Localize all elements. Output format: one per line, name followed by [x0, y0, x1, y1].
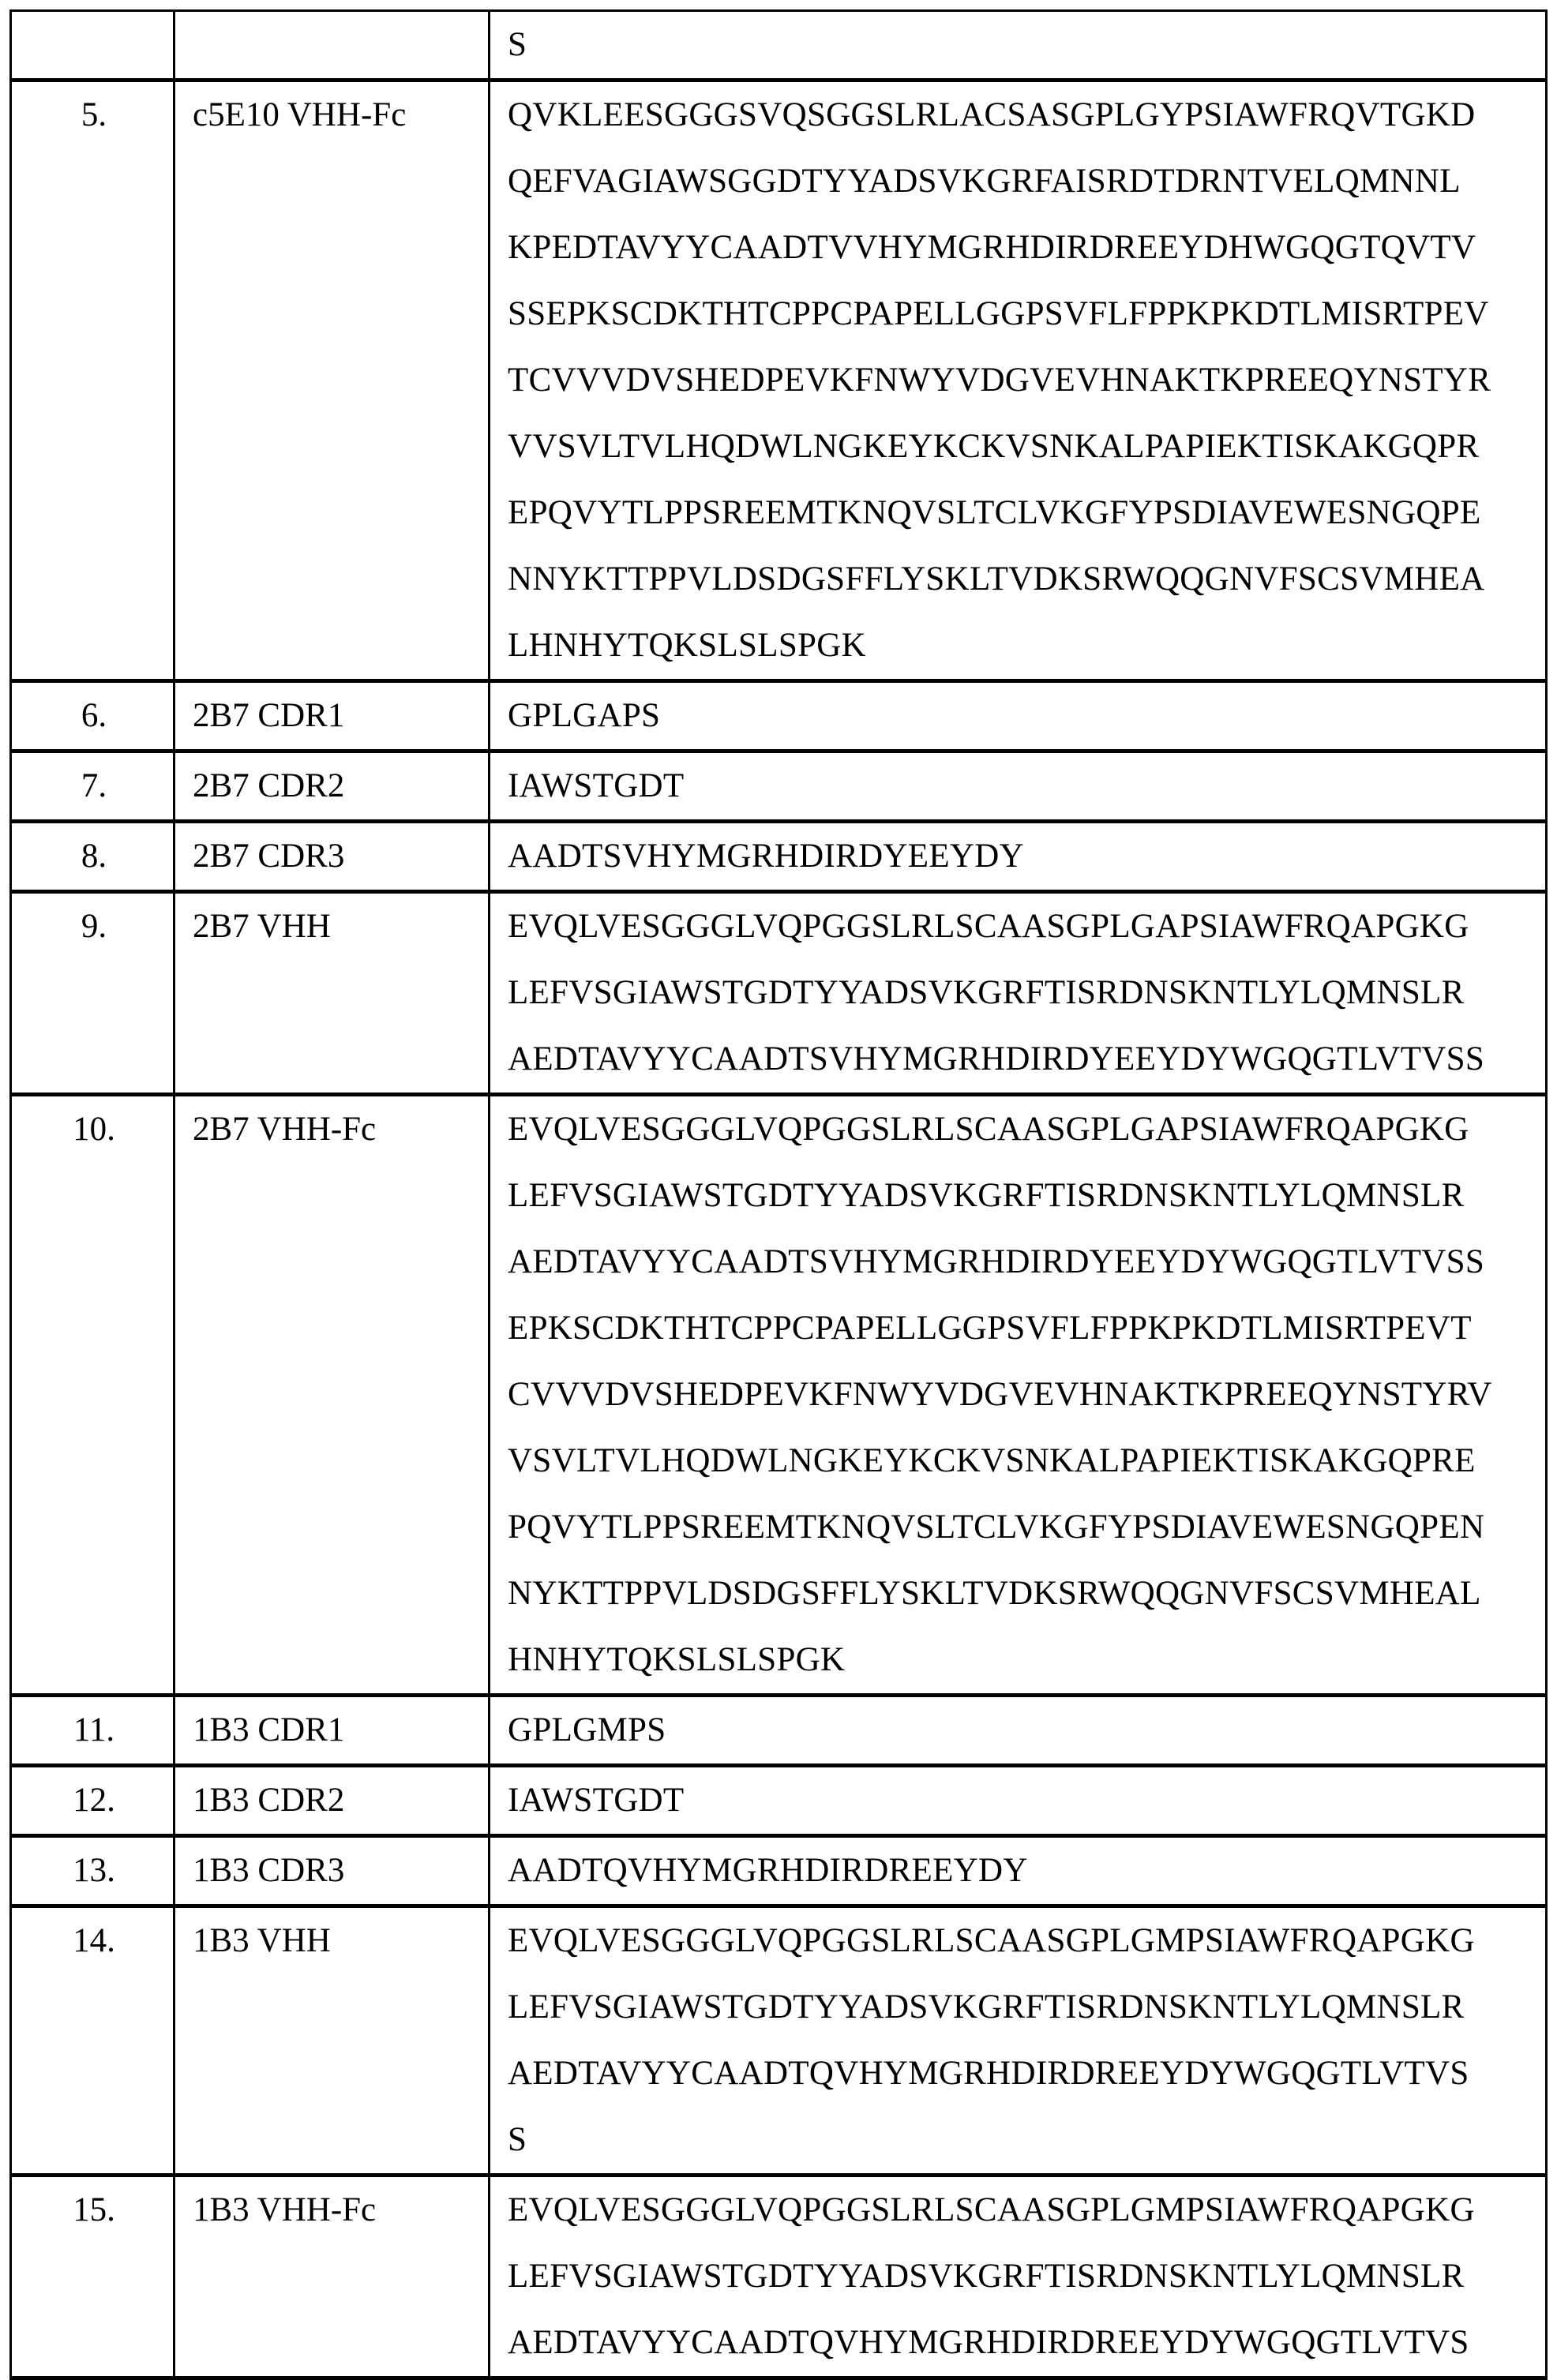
seq-id-cell: [11, 681, 174, 751]
seq-name: 1B3 VHH-Fc: [193, 2191, 377, 2228]
seq-name: 2B7 CDR2: [193, 767, 345, 804]
seq-id: 8.: [81, 838, 107, 875]
sequence-line: GPLGAPS: [508, 697, 661, 734]
seq-name-cell: [174, 822, 490, 892]
seq-id-cell: [11, 1766, 174, 1836]
seq-name-cell: [174, 1836, 490, 1906]
seq-cell: [490, 681, 1547, 751]
seq-id-cell: [11, 2176, 174, 2378]
seq-id-cell: [11, 822, 174, 892]
seq-cell: [490, 81, 1547, 681]
seq-name: 1B3 CDR1: [193, 1711, 345, 1748]
seq-cell: [490, 822, 1547, 892]
seq-id: 10.: [73, 1111, 115, 1148]
sequence-line: S: [508, 2121, 527, 2158]
sequence-line: AEDTAVYYCAADTSVHYMGRHDIRDYEEYDYWGQGTLVTVSS: [508, 1040, 1485, 1078]
seq-id: 14.: [73, 1922, 115, 1959]
sequence-line: VSVLTVLHQDWLNGKEYKCKVSNKALPAPIEKTISKAKGQPRE: [508, 1442, 1476, 1479]
seq-id: 13.: [73, 1852, 115, 1889]
seq-cell: [490, 751, 1547, 822]
table-row: [11, 751, 1547, 822]
sequence-line: AEDTAVYYCAADTQVHYMGRHDIRDREEYDYWGQGTLVTVS: [508, 2055, 1469, 2092]
table-row: [11, 1836, 1547, 1906]
seq-name: c5E10 VHH-Fc: [193, 96, 407, 133]
seq-name-cell: [174, 751, 490, 822]
seq-name-cell: [174, 2176, 490, 2378]
sequence-line: AEDTAVYYCAADTQVHYMGRHDIRDREEYDYWGQGTLVTVS: [508, 2324, 1469, 2361]
sequence-line: QEFVAGIAWSGGDTYYADSVKGRFAISRDTDRNTVELQMNNL: [508, 163, 1461, 200]
sequence-line: KPEDTAVYYCAADTVVHYMGRHDIRDREEYDHWGQGTQVTV: [508, 229, 1476, 266]
sequence-line: AADTSVHYMGRHDIRDYEEYDY: [508, 838, 1024, 875]
sequence-line: EVQLVESGGGLVQPGGSLRLSCAASGPLGMPSIAWFRQAPGKG: [508, 1922, 1475, 1959]
table-row-continuation: [11, 11, 1547, 81]
seq-name-cell: [174, 1696, 490, 1766]
seq-name-cell: [174, 1095, 490, 1696]
sequence-line: EVQLVESGGGLVQPGGSLRLSCAASGPLGMPSIAWFRQAPGKG: [508, 2191, 1475, 2228]
sequence-line: HNHYTQKSLSLSPGK: [508, 1641, 846, 1678]
sequence-line: QVKLEESGGGSVQSGGSLRLACSASGPLGYPSIAWFRQVTGKD: [508, 96, 1476, 133]
seq-id: 12.: [73, 1782, 115, 1819]
seq-id-cell: [11, 81, 174, 681]
seq-name-cell: [174, 681, 490, 751]
sequence-table-body: [11, 11, 1547, 2378]
seq-cell: [490, 1836, 1547, 1906]
seq-name-cell: [174, 11, 490, 81]
sequence-line: IAWSTGDT: [508, 767, 685, 804]
seq-id: 7.: [81, 767, 107, 804]
sequence-line: NNYKTTPPVLDSDGSFFLYSKLTVDKSRWQQGNVFSCSVMHEA: [508, 560, 1485, 598]
seq-name: 1B3 CDR3: [193, 1852, 345, 1889]
table-row: [11, 822, 1547, 892]
seq-id-cell: [11, 1095, 174, 1696]
sequence-line: EPKSCDKTHTCPPCPAPELLGGPSVFLFPPKPKDTLMISRTPEVT: [508, 1310, 1472, 1347]
seq-cell: [490, 11, 1547, 81]
sequence-table: [9, 9, 1548, 2380]
table-row: [11, 892, 1547, 1095]
seq-name: 1B3 CDR2: [193, 1782, 345, 1819]
sequence-line: PQVYTLPPSREEMTKNQVSLTCLVKGFYPSDIAVEWESNGQPEN: [508, 1509, 1485, 1546]
seq-cell: [490, 892, 1547, 1095]
seq-id-cell: [11, 1906, 174, 2176]
table-row: [11, 1095, 1547, 1696]
seq-name-cell: [174, 892, 490, 1095]
seq-id: 6.: [81, 697, 107, 734]
table-row: [11, 81, 1547, 681]
table-row: [11, 681, 1547, 751]
sequence-line: EPQVYTLPPSREEMTKNQVSLTCLVKGFYPSDIAVEWESNGQPE: [508, 494, 1481, 531]
table-row: [11, 1696, 1547, 1766]
seq-name-cell: [174, 1906, 490, 2176]
seq-id-cell: [11, 751, 174, 822]
sequence-line: LEFVSGIAWSTGDTYYADSVKGRFTISRDNSKNTLYLQMNSLR: [508, 1177, 1465, 1214]
sequence-line: TCVVVDVSHEDPEVKFNWYVDGVEVHNAKTKPREEQYNSTYR: [508, 362, 1491, 399]
seq-id: 5.: [81, 96, 107, 133]
seq-cell: [490, 1696, 1547, 1766]
table-row: [11, 2176, 1547, 2378]
sequence-line: EVQLVESGGGLVQPGGSLRLSCAASGPLGAPSIAWFRQAPGKG: [508, 1111, 1469, 1148]
sequence-line: VVSVLTVLHQDWLNGKEYKCKVSNKALPAPIEKTISKAKGQPR: [508, 428, 1480, 465]
seq-id: 15.: [73, 2191, 115, 2228]
seq-name: 2B7 CDR1: [193, 697, 345, 734]
seq-cell: [490, 2176, 1547, 2378]
seq-name-cell: [174, 1766, 490, 1836]
seq-name: 2B7 VHH-Fc: [193, 1111, 377, 1148]
sequence-line: IAWSTGDT: [508, 1782, 685, 1819]
seq-name: 2B7 VHH: [193, 908, 331, 945]
seq-cell: [490, 1766, 1547, 1836]
seq-id: 11.: [73, 1711, 115, 1748]
sequence-line: LHNHYTQKSLSLSPGK: [508, 627, 866, 664]
sequence-line: LEFVSGIAWSTGDTYYADSVKGRFTISRDNSKNTLYLQMNSLR: [508, 1988, 1465, 2026]
sequence-line: NYKTTPPVLDSDGSFFLYSKLTVDKSRWQQGNVFSCSVMHEAL: [508, 1575, 1481, 1612]
sequence-line: GPLGMPS: [508, 1711, 666, 1748]
seq-name: 1B3 VHH: [193, 1922, 331, 1959]
seq-name: 2B7 CDR3: [193, 838, 345, 875]
seq-id-cell: [11, 1836, 174, 1906]
sequence-line: AADTQVHYMGRHDIRDREEYDY: [508, 1852, 1028, 1889]
sequence-line: SSEPKSCDKTHTCPPCPAPELLGGPSVFLFPPKPKDTLMISRTPEV: [508, 295, 1489, 332]
seq-cell: [490, 1095, 1547, 1696]
sequence-line: EVQLVESGGGLVQPGGSLRLSCAASGPLGAPSIAWFRQAPGKG: [508, 908, 1469, 945]
seq-id-cell: [11, 11, 174, 81]
seq-id-cell: [11, 892, 174, 1095]
sequence-line: LEFVSGIAWSTGDTYYADSVKGRFTISRDNSKNTLYLQMNSLR: [508, 2258, 1465, 2295]
sequence-line: CVVVDVSHEDPEVKFNWYVDGVEVHNAKTKPREEQYNSTYRV: [508, 1376, 1492, 1413]
seq-cell: [490, 1906, 1547, 2176]
sequence-line: LEFVSGIAWSTGDTYYADSVKGRFTISRDNSKNTLYLQMNSLR: [508, 974, 1465, 1011]
table-row: [11, 1906, 1547, 2176]
sequence-line: AEDTAVYYCAADTSVHYMGRHDIRDYEEYDYWGQGTLVTVSS: [508, 1243, 1485, 1280]
seq-id-cell: [11, 1696, 174, 1766]
seq-name-cell: [174, 81, 490, 681]
table-row: [11, 1766, 1547, 1836]
sequence-line: S: [508, 26, 527, 63]
seq-id: 9.: [81, 908, 107, 945]
